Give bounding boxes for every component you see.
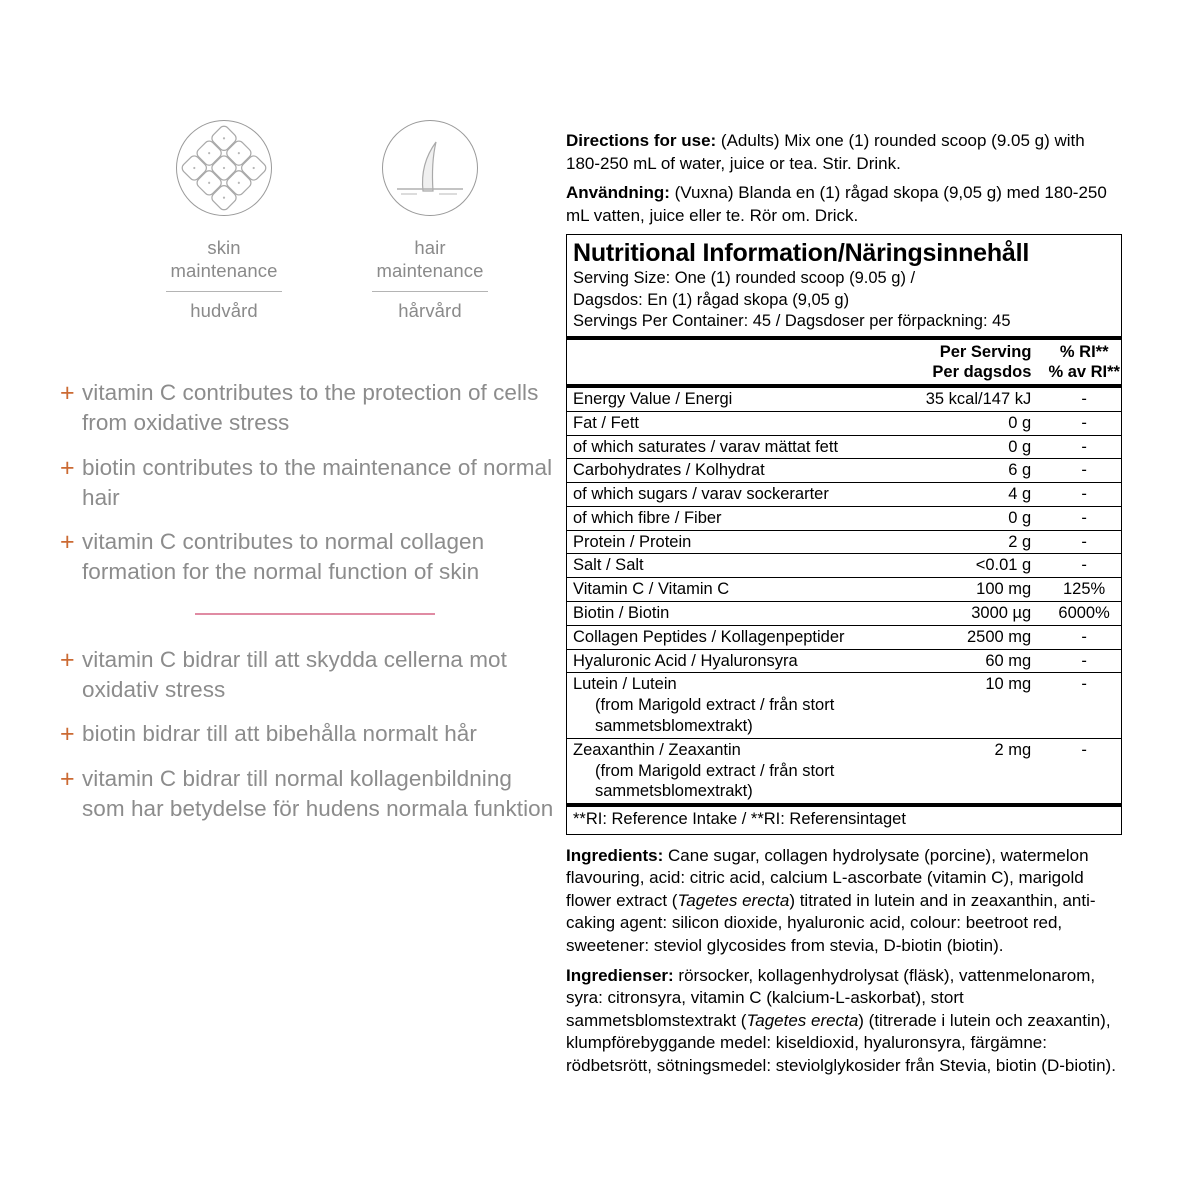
claim-item [60, 378, 560, 438]
claim-item [60, 453, 560, 513]
nutrient-source-note: (from Marigold extract / från stort sammetsblomextrakt) [595, 761, 835, 801]
ingredients-en-latin-name: Tagetes erecta [677, 890, 790, 910]
nutrient-name: Energy Value / Energi [567, 388, 889, 411]
nutrient-ri: - [1047, 459, 1121, 483]
nutrient-ri: - [1047, 649, 1121, 673]
ingredients-sv-label: Ingredienser: [566, 965, 674, 985]
ingredients-en-part2: ) titrated in lutein and in zeaxanthin, anti-caking agent: silicon dioxide, hyaluronic acid, colour: beetroot red, sweetener: steviol glycosides from stevia, D-biotin (biotin). [566, 890, 1096, 955]
directions-sv [566, 182, 1122, 227]
table-row [567, 506, 1121, 530]
ri-footnote: **RI: Reference Intake / **RI: Referensintaget [573, 810, 906, 829]
nutrient-name: Fat / Fett [567, 411, 889, 435]
benefit-divider [166, 291, 282, 292]
plus-bullet-icon: + [60, 764, 75, 793]
nutrient-source-note: (from Marigold extract / från stort sammetsblomextrakt) [595, 696, 835, 735]
nutrition-facts-panel [566, 234, 1122, 834]
nutrition-rows-table [567, 388, 1121, 803]
claim-text: vitamin C contributes to normal collagen formation for the normal function of skin [82, 528, 485, 584]
nutrient-ri: - [1047, 554, 1121, 578]
nutrient-name: of which sugars / varav sockerarter [567, 483, 889, 507]
benefit-label-en-line1: skin [207, 237, 241, 258]
nutrition-table [567, 340, 1121, 384]
benefit-label-sv: hudvård [190, 300, 258, 322]
header-blank [567, 340, 886, 384]
serving-size-en: Serving Size: One (1) rounded scoop (9.05 g) / [573, 269, 916, 288]
benefit-divider [372, 291, 488, 292]
nutrient-ri: - [1047, 506, 1121, 530]
table-row [567, 459, 1121, 483]
label-information-column [566, 130, 1122, 1085]
nutrient-name: Hyaluronic Acid / Hyaluronsyra [567, 649, 889, 673]
table-row [567, 649, 1121, 673]
ingredients-sv [566, 965, 1122, 1078]
nutrient-ri: - [1047, 673, 1121, 738]
nutrient-value: 10 mg [889, 673, 1047, 738]
nutrient-value: 35 kcal/147 kJ [889, 388, 1047, 411]
nutrient-ri: - [1047, 388, 1121, 411]
header-per-serving-en: Per Serving [939, 342, 1032, 361]
plus-bullet-icon: + [60, 720, 75, 749]
benefit-label-en-line2: maintenance [376, 260, 484, 282]
claim-text: vitamin C bidrar till normal kollagenbildning som har betydelse för hudens normala funktion [82, 765, 554, 821]
nutrient-value: 6 g [889, 459, 1047, 483]
table-row [567, 483, 1121, 507]
nutrient-value: 4 g [889, 483, 1047, 507]
header-per-serving-sv: Per dagsdos [932, 362, 1032, 381]
table-row [567, 578, 1121, 602]
table-row [567, 625, 1121, 649]
ingredients-en-part1: Cane sugar, collagen hydrolysate (porcine), watermelon flavouring, acid: citric acid, calcium L-ascorbate (vitamin C), marigold flower extract ( [566, 845, 1089, 910]
ingredients-en [566, 845, 1122, 958]
nutrition-title: Nutritional Information/Näringsinnehåll [573, 239, 1030, 268]
header-ri [1047, 340, 1121, 384]
nutrient-value: 2 g [889, 530, 1047, 554]
nutrient-name-with-source [567, 738, 889, 803]
claim-item [60, 527, 560, 587]
benefit-hair [356, 120, 504, 322]
table-row [567, 738, 1121, 803]
nutrient-ri: - [1047, 411, 1121, 435]
nutrient-name: Collagen Peptides / Kollagenpeptider [567, 625, 889, 649]
nutrient-value: 60 mg [889, 649, 1047, 673]
benefit-label-en-line1: hair [414, 237, 446, 258]
directions-sv-text: (Vuxna) Blanda en (1) rågad skopa (9,05 g) med 180-250 mL vatten, juice eller te. Rör om. Drick. [566, 183, 1107, 225]
ingredients-sv-latin-name: Tagetes erecta [746, 1010, 859, 1030]
claim-text: vitamin C contributes to the protection of cells from oxidative stress [82, 380, 539, 436]
nutrient-value: <0.01 g [889, 554, 1047, 578]
claim-item [60, 764, 560, 824]
nutrient-value: 3000 µg [889, 602, 1047, 626]
serving-size-sv: Dagsdos: En (1) rågad skopa (9,05 g) [573, 290, 850, 309]
benefits-and-claims-column [60, 120, 560, 838]
nutrient-ri: - [1047, 625, 1121, 649]
table-header-row [567, 340, 1121, 384]
plus-bullet-icon: + [60, 453, 75, 482]
benefit-label-en [356, 236, 504, 282]
nutrient-ri: - [1047, 530, 1121, 554]
ingredients-sv-part1: rörsocker, kollagenhydrolysat (fläsk), vattenmelonarom, syra: citronsyra, vitamin C (kalcium-L-askorbat), stort sammetsblomstextrakt ( [566, 965, 1096, 1030]
benefit-skin [150, 120, 298, 322]
nutrient-name: Zeaxanthin / Zeaxantin [573, 740, 741, 759]
claim-item [60, 719, 560, 749]
nutrient-value: 2500 mg [889, 625, 1047, 649]
nutrient-name-with-source [567, 673, 889, 738]
benefit-label-sv: hårvård [398, 300, 462, 322]
nutrient-name: Carbohydrates / Kolhydrat [567, 459, 889, 483]
skin-cells-icon [176, 120, 272, 216]
directions-for-use [566, 130, 1122, 227]
servings-per-container: Servings Per Container: 45 / Dagsdoser per förpackning: 45 [573, 311, 1011, 330]
directions-en-label: Directions for use: [566, 131, 717, 150]
plus-bullet-icon: + [60, 646, 75, 675]
nutrient-value: 2 mg [994, 740, 1032, 759]
benefit-icons-row [60, 120, 560, 322]
header-ri-sv: % av RI** [1048, 362, 1120, 381]
claims-list-sv [60, 645, 560, 824]
nutrient-name: Vitamin C / Vitamin C [567, 578, 889, 602]
directions-en [566, 130, 1122, 175]
nutrient-ri: - [1047, 483, 1121, 507]
directions-en-text: (Adults) Mix one (1) rounded scoop (9.05 g) with 180-250 mL of water, juice or tea. Stir. Drink. [566, 131, 1085, 173]
table-row [567, 530, 1121, 554]
ingredients-en-label: Ingredients: [566, 845, 664, 865]
table-row [567, 554, 1121, 578]
serving-info [567, 268, 1121, 335]
nutrient-ri: 6000% [1047, 602, 1121, 626]
table-row [567, 411, 1121, 435]
claim-text: vitamin C bidrar till att skydda cellerna mot oxidativ stress [82, 647, 507, 703]
claim-text: biotin bidrar till att bibehålla normalt hår [82, 721, 477, 747]
ingredients-sv-part2: ) (titrerade i lutein och zeaxantin), klumpförebyggande medel: kiseldioxid, hyaluronsyra, färgämne: rödbetsrött, sötningsmedel: steviolglykosider från Stevia, biotin (D-biotin). [566, 1010, 1116, 1075]
benefit-label-en-line2: maintenance [170, 260, 278, 282]
table-row [567, 602, 1121, 626]
nutrient-ri: - [1081, 740, 1087, 759]
table-row [567, 435, 1121, 459]
nutrient-ri: - [1047, 435, 1121, 459]
nutrient-name: Protein / Protein [567, 530, 889, 554]
table-row [567, 388, 1121, 411]
directions-sv-label: Användning: [566, 183, 670, 203]
nutrient-value: 0 g [889, 411, 1047, 435]
header-ri-en: % RI** [1059, 342, 1109, 361]
table-row [567, 673, 1121, 738]
plus-bullet-icon: + [60, 379, 75, 408]
claim-item [60, 645, 560, 705]
claim-text: biotin contributes to the maintenance of normal hair [82, 454, 553, 510]
nutrient-ri: 125% [1047, 578, 1121, 602]
claims-language-divider [195, 613, 435, 615]
nutrient-value: 0 g [889, 435, 1047, 459]
plus-bullet-icon: + [60, 527, 75, 556]
header-per-serving [886, 340, 1048, 384]
benefit-label-en [150, 236, 298, 282]
ingredients-section [566, 845, 1122, 1078]
nutrient-name: Lutein / Lutein [573, 675, 677, 694]
hair-follicle-icon [382, 120, 478, 216]
claims-list-en [60, 378, 560, 587]
nutrient-name: Biotin / Biotin [567, 602, 889, 626]
nutrient-name: of which saturates / varav mättat fett [567, 435, 889, 459]
nutrient-name: of which fibre / Fiber [567, 506, 889, 530]
nutrient-name: Salt / Salt [567, 554, 889, 578]
nutrient-value: 0 g [889, 506, 1047, 530]
nutrient-value: 100 mg [889, 578, 1047, 602]
